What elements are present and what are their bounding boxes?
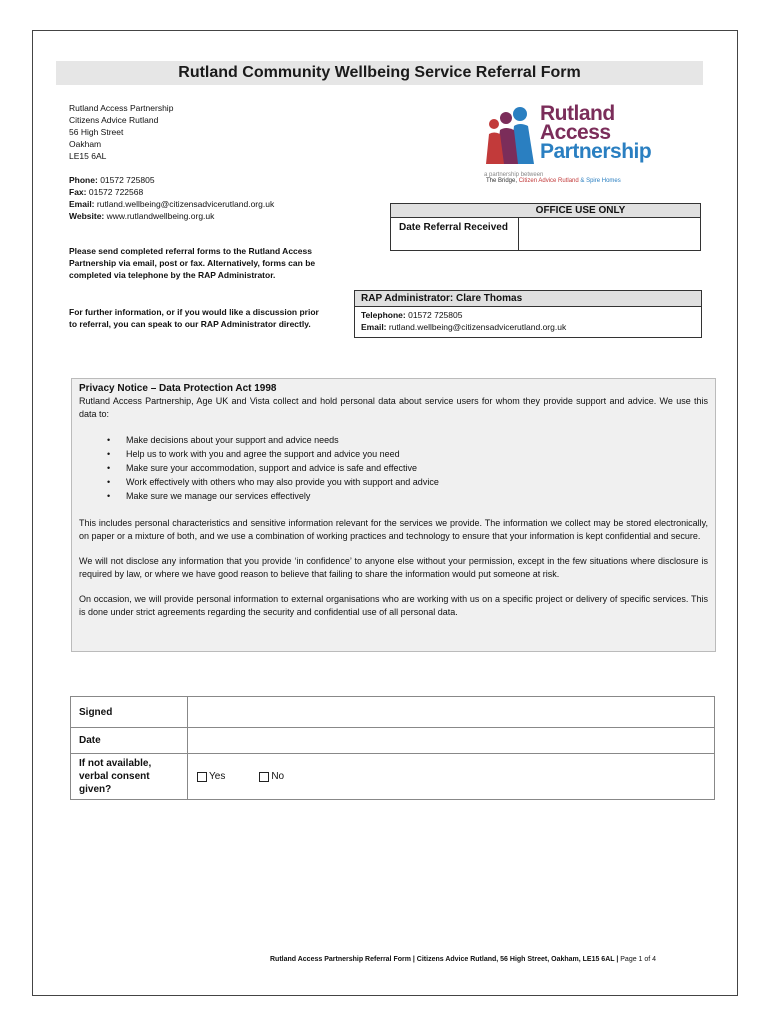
privacy-intro: Rutland Access Partnership, Age UK and Vista collect and hold personal data about service users for whom they provide support and advice. We use this data to:: [79, 396, 708, 419]
email-label: Email:: [69, 199, 95, 209]
address-line: 56 High Street: [69, 127, 124, 137]
checkbox-icon: [259, 772, 269, 782]
send-instructions: Please send completed referral forms to the Rutland Access Partnership via email, post or fax. Alternatively, forms can be completed via telephone by the RAP Administrator.: [69, 246, 316, 280]
checkbox-icon: [197, 772, 207, 782]
rap-logo: [484, 104, 674, 190]
logo-partners: The Bridge, Citizen Advice Rutland & Spire Homes: [486, 178, 621, 184]
email-link[interactable]: rutland.wellbeing@citizensadvicerutland.org.uk: [96, 199, 275, 209]
further-info-instructions: For further information, or if you would like a discussion prior to referral, you can speak to our RAP Administrator directly.: [69, 307, 319, 329]
fax-label: Fax:: [69, 187, 87, 197]
rap-email-link[interactable]: rutland.wellbeing@citizensadvicerutland.org.uk: [388, 322, 567, 332]
website-link[interactable]: www.rutlandwellbeing.org.uk: [106, 211, 215, 221]
rap-email-label: Email:: [361, 322, 387, 332]
privacy-notice: [71, 378, 716, 652]
address-line: LE15 6AL: [69, 151, 107, 161]
address-line: Rutland Access Partnership: [69, 103, 174, 113]
address-line: Citizens Advice Rutland: [69, 115, 159, 125]
privacy-paragraph: We will not disclose any information that you provide ‘in confidence’ to anyone else without your permission, except in the few situations where disclosure is required by law, or where we have good reason to believe that failing to share the information would put someone at risk.: [79, 556, 708, 579]
footer-text: Rutland Access Partnership Referral Form | Citizens Advice Rutland, 56 High Street, Oakham, LE15 6AL |: [270, 956, 619, 963]
signed-field[interactable]: [188, 697, 714, 727]
list-item: • Make sure we manage our services effectively: [107, 489, 708, 503]
consent-no-checkbox[interactable]: No: [259, 771, 284, 782]
signature-table: [70, 696, 715, 800]
office-use-heading: OFFICE USE ONLY: [391, 204, 700, 218]
privacy-paragraph: On occasion, we will provide personal information to external organisations who are working with us on a specific project or delivery of specific services. This is done under strict agreements regarding the security and confidential use of all personal data.: [79, 594, 708, 617]
consent-yes-checkbox[interactable]: Yes: [197, 771, 225, 782]
contact-details: [69, 174, 274, 222]
page-footer: [270, 956, 656, 963]
page-title: Rutland Community Wellbeing Service Referral Form: [56, 61, 703, 85]
date-referral-label: Date Referral Received: [391, 218, 519, 250]
date-referral-field[interactable]: [519, 218, 700, 250]
privacy-title: Privacy Notice – Data Protection Act 1998: [79, 383, 277, 394]
organisation-address: [69, 102, 173, 162]
logo-wordmark: Rutland Access Partnership: [540, 102, 652, 163]
rap-admin-heading: RAP Administrator: Clare Thomas: [355, 291, 701, 307]
address-line: Oakham: [69, 139, 102, 149]
list-item: • Make sure your accommodation, support and advice is safe and effective: [107, 461, 708, 475]
signed-label: Signed: [71, 697, 188, 727]
rap-administrator-box: [354, 290, 702, 338]
consent-label: If not available, verbal consent given?: [71, 754, 188, 799]
fax-value: 01572 722568: [88, 187, 144, 197]
logo-tagline: a partnership between: [484, 172, 544, 178]
date-label: Date: [71, 728, 188, 753]
privacy-bullet-list: [107, 433, 708, 503]
phone-label: Phone:: [69, 175, 98, 185]
date-field[interactable]: [188, 728, 714, 753]
list-item: • Make decisions about your support and advice needs: [107, 433, 708, 447]
list-item: • Help us to work with you and agree the support and advice you need: [107, 447, 708, 461]
people-icon: [484, 106, 540, 168]
website-label: Website:: [69, 211, 105, 221]
office-use-box: [390, 203, 701, 251]
rap-telephone: 01572 725805: [408, 310, 463, 320]
list-item: • Work effectively with others who may also provide you with support and advice: [107, 475, 708, 489]
phone-value: 01572 725805: [100, 175, 155, 185]
rap-telephone-label: Telephone:: [361, 310, 406, 320]
privacy-paragraph: This includes personal characteristics and sensitive information relevant for the services we provide. The information we collect may be stored electronically, on paper or a mixture of both, and we use a combination of working practices and technology to ensure that your information is kept confidential and secure.: [79, 518, 708, 541]
page-number: Page 1 of 4: [620, 956, 657, 963]
